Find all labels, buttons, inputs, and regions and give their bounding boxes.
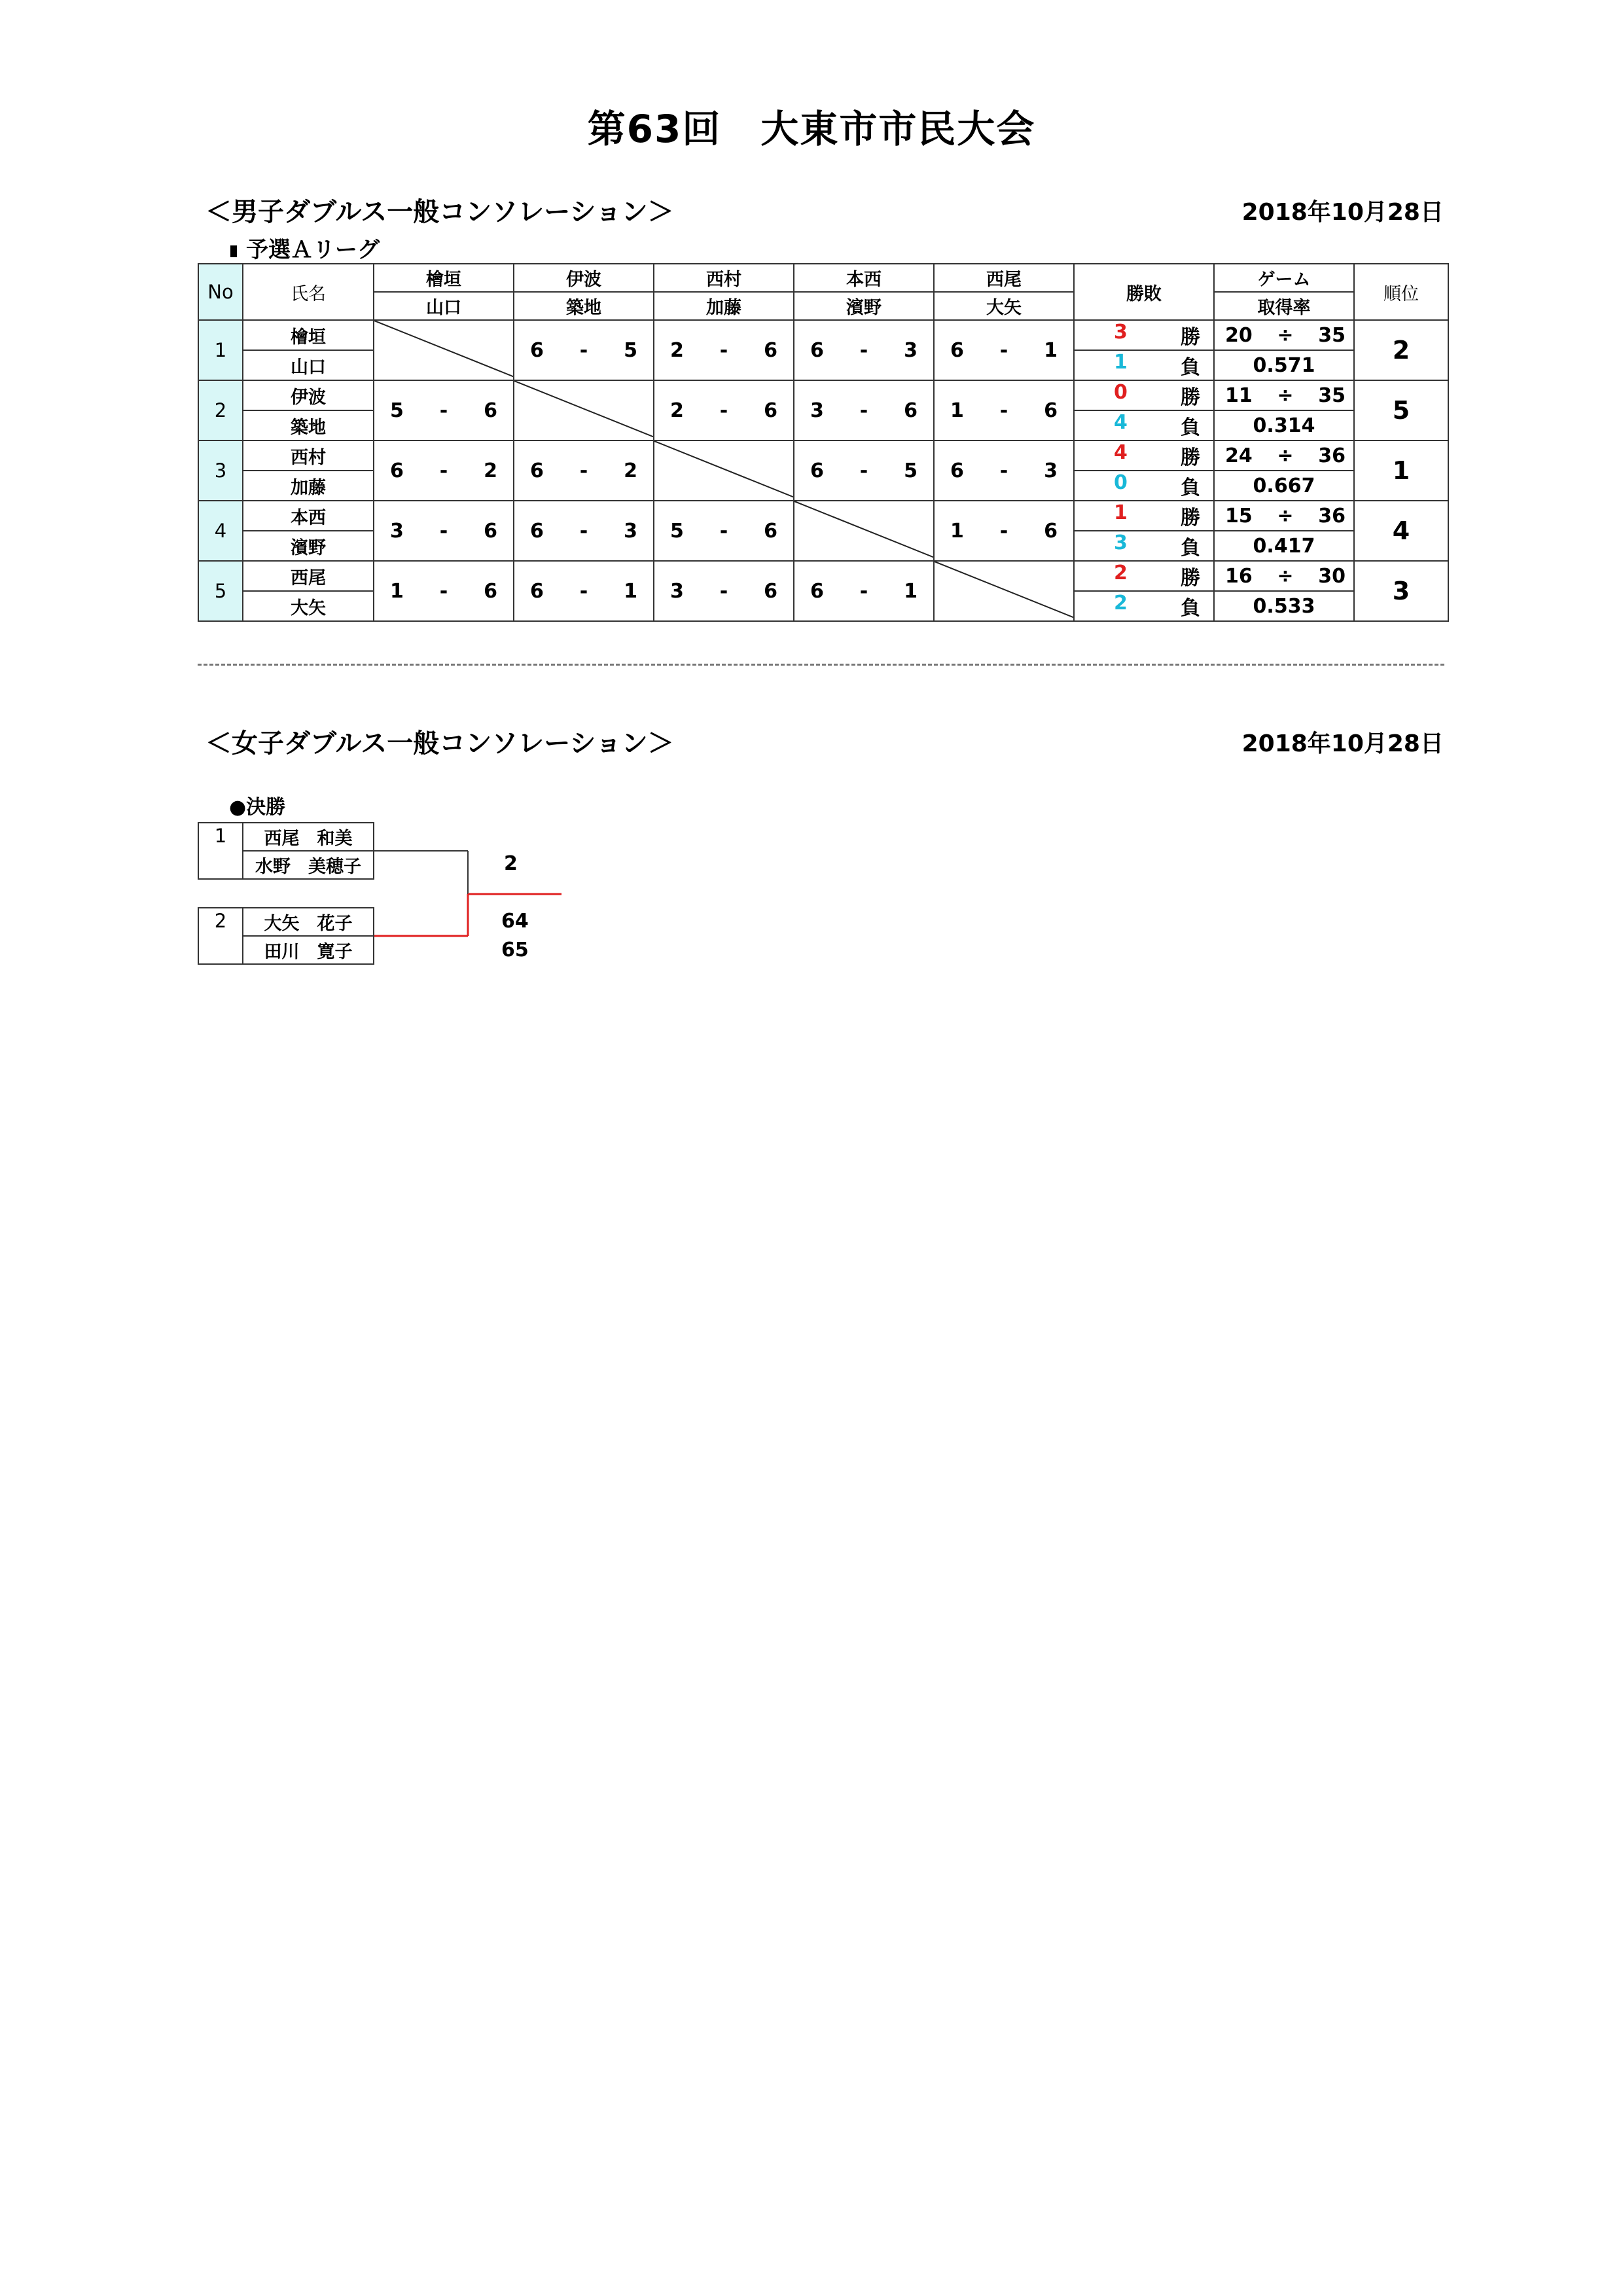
row-no: 3 (198, 440, 243, 501)
page-title: 第63回 大東市市民大会 (587, 107, 1036, 151)
diagonal-stroke (374, 321, 514, 377)
entry-player-1: 大矢 花子 (242, 907, 374, 937)
score-right: 6 (1044, 519, 1058, 543)
bracket-lines (366, 844, 576, 949)
score-sep: - (439, 579, 448, 603)
score-left: 6 (950, 338, 964, 362)
square-bullet-icon (230, 245, 237, 257)
score-cell (374, 440, 514, 501)
score-right: 5 (624, 338, 637, 362)
entry-player-2: 水野 美穂子 (242, 850, 374, 880)
score-cell (514, 501, 654, 561)
score-sep: - (579, 519, 588, 543)
losses-count: 3 (1114, 531, 1128, 554)
header-player-top: 檜垣 (374, 264, 514, 292)
score-left: 1 (950, 399, 964, 422)
score-cell (794, 320, 934, 380)
games-total: 36 (1318, 504, 1346, 528)
table-row (198, 501, 1448, 531)
row-no: 1 (198, 320, 243, 380)
score-sep: - (439, 519, 448, 543)
mens-date: 2018年10月28日 (1241, 199, 1444, 226)
losses-count: 1 (1114, 351, 1128, 374)
score-sep: - (859, 338, 868, 362)
score-sep: - (719, 579, 728, 603)
score-sep: - (579, 579, 588, 603)
score-sep: - (439, 399, 448, 422)
wins-count: 4 (1114, 441, 1128, 464)
score-cell (934, 501, 1074, 561)
losses-cell (1074, 591, 1214, 621)
games-cell (1214, 380, 1354, 410)
score-right: 2 (624, 459, 637, 482)
final-score-top: 2 (504, 852, 518, 875)
rate-cell: 0.533 (1214, 591, 1354, 621)
bracket-entry-2 (198, 907, 374, 965)
diagonal-line (935, 562, 1074, 618)
rank-cell: 1 (1354, 440, 1448, 501)
score-right: 6 (484, 519, 497, 543)
score-sep: - (859, 459, 868, 482)
games-won: 24 (1225, 444, 1253, 467)
loss-label: 負 (1181, 537, 1200, 560)
wins-cell (1074, 501, 1214, 531)
row-player-1: 伊波 (243, 380, 374, 410)
games-won: 11 (1225, 384, 1253, 407)
diagonal-cell (934, 561, 1074, 621)
win-label: 勝 (1181, 446, 1200, 469)
header-player-top: 西村 (654, 264, 794, 292)
header-player-top: 西尾 (934, 264, 1074, 292)
score-cell (654, 380, 794, 440)
mens-section-title: ＜男子ダブルス一般コンソレーション＞ (205, 197, 674, 227)
bracket-entry-1 (198, 822, 374, 880)
header-player-bottom: 山口 (374, 292, 514, 320)
wins-cell (1074, 561, 1214, 591)
loss-label: 負 (1181, 356, 1200, 379)
diagonal-cell (654, 440, 794, 501)
score-left: 6 (810, 338, 824, 362)
mens-subtitle-text: 予選Ａリーグ (246, 237, 380, 263)
womens-section-title: ＜女子ダブルス一般コンソレーション＞ (205, 728, 674, 759)
losses-count: 4 (1114, 411, 1128, 434)
wins-count: 3 (1114, 321, 1128, 344)
score-left: 5 (670, 519, 684, 543)
wins-cell (1074, 440, 1214, 471)
row-player-1: 西村 (243, 440, 374, 471)
score-right: 6 (764, 519, 777, 543)
score-right: 6 (484, 399, 497, 422)
wins-count: 2 (1114, 562, 1128, 584)
win-label: 勝 (1181, 386, 1200, 409)
final-score-bottom-1: 64 (501, 910, 529, 933)
div-sign: ÷ (1277, 504, 1294, 528)
score-cell (374, 501, 514, 561)
loss-label: 負 (1181, 476, 1200, 499)
header-player-bottom: 大矢 (934, 292, 1074, 320)
games-won: 16 (1225, 564, 1253, 588)
score-right: 5 (904, 459, 918, 482)
diagonal-line (514, 381, 654, 437)
header-rank: 順位 (1354, 264, 1448, 320)
final-label: ●決勝 (229, 796, 286, 819)
entry-no-cell (198, 907, 243, 965)
wins-cell (1074, 380, 1214, 410)
header-no: No (198, 264, 243, 320)
header-row (198, 292, 1448, 320)
header-player-bottom: 加藤 (654, 292, 794, 320)
wins-cell (1074, 320, 1214, 350)
score-cell (654, 561, 794, 621)
diagonal-line (374, 321, 514, 377)
row-player-1: 西尾 (243, 561, 374, 591)
header-row (198, 264, 1448, 292)
score-left: 3 (810, 399, 824, 422)
loss-label: 負 (1181, 597, 1200, 620)
score-sep: - (999, 459, 1008, 482)
score-sep: - (719, 519, 728, 543)
score-cell (794, 380, 934, 440)
score-sep: - (439, 459, 448, 482)
games-total: 35 (1318, 323, 1346, 347)
diagonal-stroke (794, 501, 934, 558)
rate-cell: 0.314 (1214, 410, 1354, 440)
div-sign: ÷ (1277, 444, 1294, 467)
rank-cell: 3 (1354, 561, 1448, 621)
score-left: 6 (530, 338, 544, 362)
diagonal-line (654, 441, 794, 497)
row-player-2: 加藤 (243, 471, 374, 501)
score-sep: - (859, 579, 868, 603)
entry-no: 2 (214, 910, 227, 932)
games-won: 20 (1225, 323, 1253, 347)
losses-count: 2 (1114, 592, 1128, 615)
games-cell (1214, 501, 1354, 531)
score-left: 2 (670, 338, 684, 362)
header-winloss: 勝敗 (1074, 264, 1214, 320)
score-sep: - (579, 459, 588, 482)
games-total: 36 (1318, 444, 1346, 467)
score-right: 2 (484, 459, 497, 482)
header-name: 氏名 (243, 264, 374, 320)
score-left: 6 (950, 459, 964, 482)
rate-cell: 0.667 (1214, 471, 1354, 501)
score-sep: - (719, 338, 728, 362)
header-player-top: 本西 (794, 264, 934, 292)
score-left: 3 (670, 579, 684, 603)
win-label: 勝 (1181, 507, 1200, 529)
games-won: 15 (1225, 504, 1253, 528)
header-game-top: ゲーム (1214, 264, 1354, 292)
mens-subtitle (230, 232, 380, 264)
row-player-1: 檜垣 (243, 320, 374, 350)
win-label: 勝 (1181, 326, 1200, 349)
diagonal-stroke (654, 441, 794, 497)
div-sign: ÷ (1277, 323, 1294, 347)
diagonal-cell (794, 501, 934, 561)
row-player-2: 築地 (243, 410, 374, 440)
diagonal-stroke (514, 381, 654, 437)
score-cell (514, 440, 654, 501)
score-left: 6 (390, 459, 404, 482)
row-player-2: 濱野 (243, 531, 374, 561)
score-cell (654, 320, 794, 380)
score-right: 6 (484, 579, 497, 603)
score-right: 6 (904, 399, 918, 422)
score-right: 1 (1044, 338, 1058, 362)
score-cell (514, 320, 654, 380)
score-right: 6 (1044, 399, 1058, 422)
score-cell (514, 561, 654, 621)
rank-cell: 5 (1354, 380, 1448, 440)
score-right: 1 (904, 579, 918, 603)
score-sep: - (999, 338, 1008, 362)
table-row (198, 561, 1448, 591)
score-right: 3 (904, 338, 918, 362)
table-row (198, 440, 1448, 471)
womens-date: 2018年10月28日 (1241, 730, 1444, 757)
header-player-bottom: 築地 (514, 292, 654, 320)
games-cell (1214, 561, 1354, 591)
score-sep: - (579, 338, 588, 362)
row-no: 5 (198, 561, 243, 621)
losses-cell (1074, 471, 1214, 501)
table-row (198, 320, 1448, 350)
score-right: 3 (1044, 459, 1058, 482)
losses-count: 0 (1114, 471, 1128, 494)
games-total: 35 (1318, 384, 1346, 407)
score-left: 6 (810, 579, 824, 603)
score-left: 2 (670, 399, 684, 422)
score-cell (934, 380, 1074, 440)
score-sep: - (999, 399, 1008, 422)
diagonal-cell (514, 380, 654, 440)
div-sign: ÷ (1277, 564, 1294, 588)
score-right: 6 (764, 338, 777, 362)
table-row (198, 380, 1448, 410)
score-cell (374, 380, 514, 440)
score-right: 3 (624, 519, 637, 543)
league-table (198, 263, 1449, 622)
games-cell (1214, 320, 1354, 350)
rank-cell: 4 (1354, 501, 1448, 561)
row-player-1: 本西 (243, 501, 374, 531)
score-sep: - (999, 519, 1008, 543)
entry-player-2: 田川 寛子 (242, 935, 374, 965)
diagonal-line (794, 501, 934, 558)
score-left: 6 (530, 459, 544, 482)
entry-no: 1 (214, 825, 227, 847)
div-sign: ÷ (1277, 384, 1294, 407)
score-right: 6 (764, 579, 777, 603)
rate-cell: 0.571 (1214, 350, 1354, 380)
wins-count: 1 (1114, 501, 1128, 524)
header-game-bottom: 取得率 (1214, 292, 1354, 320)
score-left: 6 (810, 459, 824, 482)
entry-player-1: 西尾 和美 (242, 822, 374, 852)
score-left: 1 (390, 579, 404, 603)
games-cell (1214, 440, 1354, 471)
score-right: 1 (624, 579, 637, 603)
losses-cell (1074, 350, 1214, 380)
score-left: 1 (950, 519, 964, 543)
score-right: 6 (764, 399, 777, 422)
section-divider (198, 664, 1444, 666)
diagonal-stroke (935, 562, 1074, 618)
row-player-2: 山口 (243, 350, 374, 380)
rank-cell: 2 (1354, 320, 1448, 380)
entry-no-cell (198, 822, 243, 880)
rate-cell: 0.417 (1214, 531, 1354, 561)
wins-count: 0 (1114, 381, 1128, 404)
score-cell (794, 561, 934, 621)
score-cell (794, 440, 934, 501)
win-label: 勝 (1181, 567, 1200, 590)
score-sep: - (859, 399, 868, 422)
score-sep: - (719, 399, 728, 422)
score-cell (374, 561, 514, 621)
score-left: 5 (390, 399, 404, 422)
row-player-2: 大矢 (243, 591, 374, 621)
score-left: 6 (530, 579, 544, 603)
score-left: 6 (530, 519, 544, 543)
score-left: 3 (390, 519, 404, 543)
games-total: 30 (1318, 564, 1346, 588)
losses-cell (1074, 531, 1214, 561)
score-cell (654, 501, 794, 561)
loss-label: 負 (1181, 416, 1200, 439)
header-player-top: 伊波 (514, 264, 654, 292)
row-no: 4 (198, 501, 243, 561)
row-no: 2 (198, 380, 243, 440)
header-player-bottom: 濱野 (794, 292, 934, 320)
losses-cell (1074, 410, 1214, 440)
score-cell (934, 320, 1074, 380)
diagonal-cell (374, 320, 514, 380)
score-cell (934, 440, 1074, 501)
final-score-bottom-2: 65 (501, 939, 529, 961)
